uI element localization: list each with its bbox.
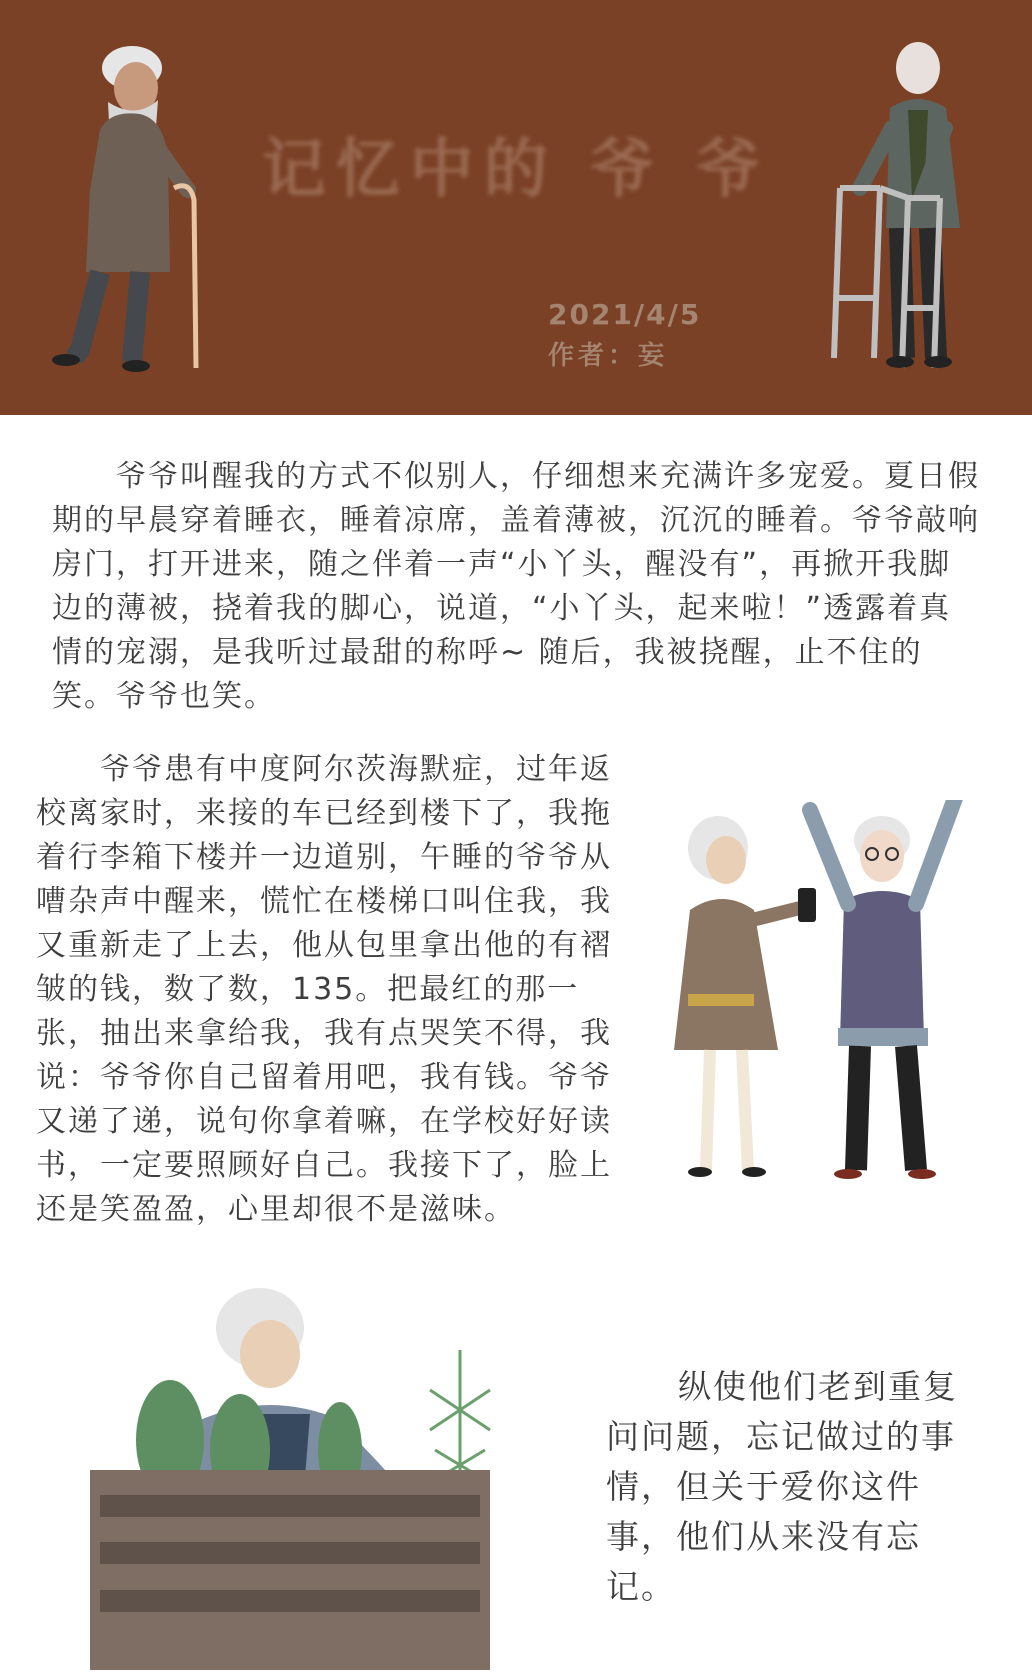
dancing-elderly-couple-illustration (660, 800, 980, 1200)
publish-date: 2021/4/5 (548, 298, 702, 331)
paragraph-alzheimers-memory: 爷爷患有中度阿尔茨海默症，过年返校离家时，来接的车已经到楼下了，我拖着行李箱下楼并一边道别，午睡的爷爷从嘈杂声中醒来，慌忙在楼梯口叫住我，我又重新走了上去，他从包里拿出他的有褶皱的钱，数了数，135。把最红的那一张，抽出来拿给我，我有点哭笑不得，我说：爷爷你自己留着用吧，我有钱。爷爷又递了递，说句你拿着嘛，在学校好好读书，一定要照顾好自己。我接下了，脸上还是笑盈盈，心里却很不是滋味。 (36, 752, 612, 1227)
old-man-with-cane-illustration (40, 40, 210, 390)
paragraph-closing-message: 纵使他们老到重复问问题，忘记做过的事情，但关于爱你这件事，他们从来没有忘记。 (606, 1367, 958, 1606)
header-banner (0, 0, 1032, 415)
author-line: 作者：妄 (548, 341, 669, 371)
gardening-grandma-illustration (90, 1280, 530, 1675)
page-title: 记忆中的 爷 爷 (261, 133, 771, 207)
paragraph-wake-up-memory: 爷爷叫醒我的方式不似别人，仔细想来充满许多宠爱。夏日假期的早晨穿着睡衣，睡着凉席，盖着薄被，沉沉的睡着。爷爷敲响房门，打开进来，随之伴着一声“小丫头，醒没有”，再掀开我脚边的薄被，挠着我的脚心，说道，“小丫头，起来啦！”透露着真情的宠溺，是我听过最甜的称呼~ 随后，我被挠醒，止不住的笑。爷爷也笑。 (52, 459, 980, 714)
old-man-with-walker-illustration (820, 38, 995, 388)
